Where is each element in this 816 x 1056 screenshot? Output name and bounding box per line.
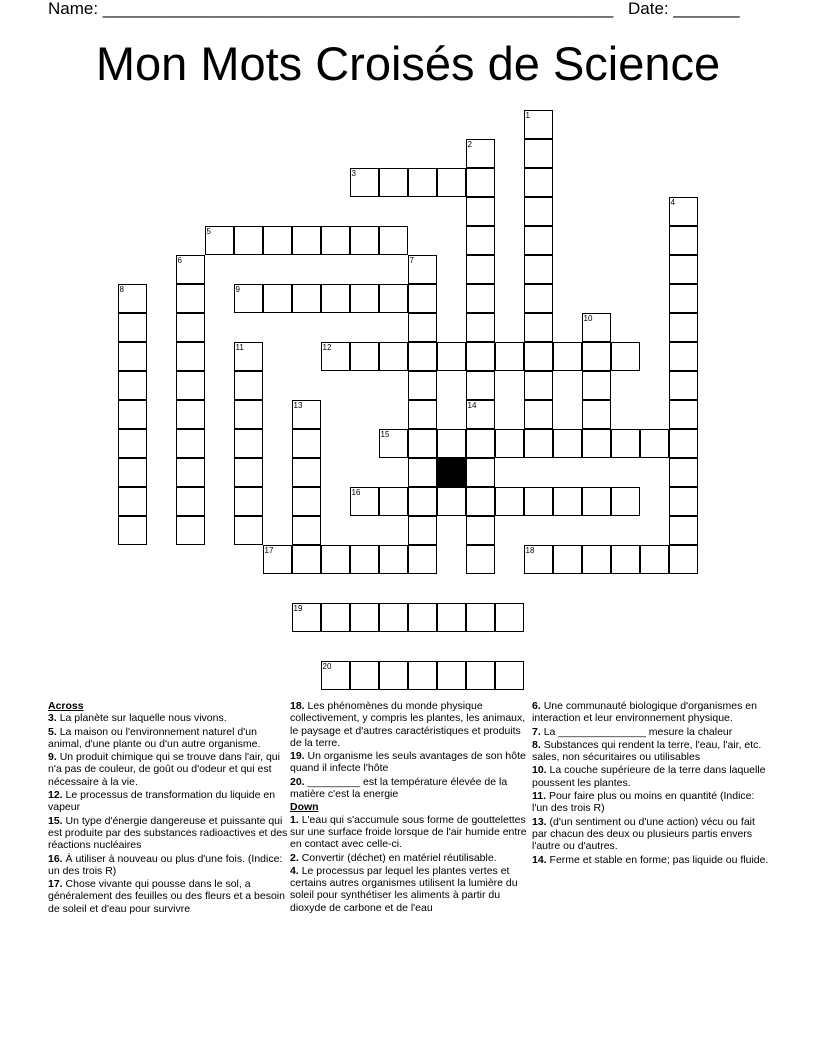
grid-cell[interactable] — [408, 545, 437, 574]
grid-cell[interactable] — [553, 429, 582, 458]
clue-across-3 — [48, 712, 288, 724]
clue-number: 6. — [532, 700, 541, 712]
grid-cell[interactable] — [495, 603, 524, 632]
grid-cell[interactable] — [176, 458, 205, 487]
cell-number: 5 — [206, 226, 211, 236]
grid-cell[interactable] — [176, 255, 205, 284]
cell-number: 12 — [322, 342, 332, 352]
grid-cell[interactable] — [408, 458, 437, 487]
cell-number: 10 — [583, 313, 593, 323]
grid-cell[interactable] — [234, 429, 263, 458]
grid-cell[interactable] — [582, 313, 611, 342]
grid-cell[interactable] — [582, 342, 611, 371]
clue-down-7 — [532, 726, 772, 738]
clue-across-12 — [48, 789, 288, 814]
grid-cell[interactable] — [466, 371, 495, 400]
clues-column-2 — [290, 700, 530, 915]
grid-cell[interactable] — [263, 545, 292, 574]
grid-cell[interactable] — [466, 313, 495, 342]
cell-number: 9 — [235, 284, 240, 294]
across-heading: Across — [48, 700, 84, 712]
grid-cell[interactable] — [379, 603, 408, 632]
grid-cell[interactable] — [234, 284, 263, 313]
grid-cell[interactable] — [466, 342, 495, 371]
grid-cell[interactable] — [669, 342, 698, 371]
grid-cell[interactable] — [176, 400, 205, 429]
grid-cell[interactable] — [379, 226, 408, 255]
clue-number: 1. — [290, 813, 299, 826]
grid-cell[interactable] — [611, 487, 640, 516]
grid-cell[interactable] — [495, 429, 524, 458]
clue-text: Convertir (déchet) en matériel réutilisable. — [301, 851, 497, 864]
grid-cell[interactable] — [408, 255, 437, 284]
grid-cell[interactable] — [553, 545, 582, 574]
grid-cell[interactable] — [263, 284, 292, 313]
grid-cell[interactable] — [118, 429, 147, 458]
clue-down-11 — [532, 790, 772, 815]
clue-text: Une communauté biologique d'organismes en interaction et leur environnement physique. — [532, 700, 757, 725]
grid-cell[interactable] — [292, 545, 321, 574]
grid-cell[interactable] — [234, 226, 263, 255]
grid-cell[interactable] — [176, 284, 205, 313]
grid-cell[interactable] — [292, 226, 321, 255]
grid-cell[interactable] — [263, 226, 292, 255]
clue-number: 12. — [48, 789, 63, 802]
cell-number: 13 — [293, 400, 303, 410]
grid-cell[interactable] — [524, 168, 553, 197]
clue-number: 16. — [48, 852, 63, 865]
clue-number: 17. — [48, 878, 63, 891]
grid-cell[interactable] — [466, 284, 495, 313]
grid-cell[interactable] — [408, 661, 437, 690]
grid-cell[interactable] — [524, 545, 553, 574]
grid-cell[interactable] — [466, 545, 495, 574]
clue-text: À utiliser à nouveau ou plus d'une fois. (Indice: un des trois R) — [48, 852, 283, 877]
grid-cell[interactable] — [437, 661, 466, 690]
grid-cell[interactable] — [669, 371, 698, 400]
grid-cell[interactable] — [669, 458, 698, 487]
grid-cell[interactable] — [669, 313, 698, 342]
grid-cell[interactable] — [350, 661, 379, 690]
grid-cell[interactable] — [524, 487, 553, 516]
grid-cell[interactable] — [118, 400, 147, 429]
cell-number: 6 — [177, 255, 182, 265]
date-field-label[interactable]: Date: _______ — [628, 0, 740, 18]
clue-number: 20. — [290, 775, 305, 788]
grid-cell[interactable] — [466, 400, 495, 429]
cell-number: 7 — [409, 255, 414, 265]
clue-down-1 — [290, 814, 530, 851]
clue-across-20 — [290, 776, 530, 801]
grid-cell[interactable] — [466, 139, 495, 168]
clue-across-5 — [48, 726, 288, 751]
grid-cell[interactable] — [379, 342, 408, 371]
grid-cell[interactable] — [669, 255, 698, 284]
clue-down-6 — [532, 700, 772, 725]
clue-number: 5. — [48, 725, 57, 738]
grid-cell[interactable] — [408, 284, 437, 313]
clue-number: 3. — [48, 712, 57, 725]
grid-cell[interactable] — [466, 603, 495, 632]
grid-cell[interactable] — [379, 545, 408, 574]
grid-cell[interactable] — [611, 545, 640, 574]
grid-cell[interactable] — [408, 429, 437, 458]
clue-text: La planète sur laquelle nous vivons. — [59, 712, 227, 725]
grid-cell[interactable] — [234, 371, 263, 400]
grid-cell[interactable] — [495, 342, 524, 371]
grid-cell[interactable] — [292, 516, 321, 545]
grid-cell[interactable] — [466, 458, 495, 487]
cell-number: 3 — [351, 168, 356, 178]
grid-cell[interactable] — [524, 197, 553, 226]
clue-number: 2. — [290, 851, 299, 864]
grid-cell[interactable] — [466, 429, 495, 458]
grid-cell[interactable] — [669, 429, 698, 458]
clue-number: 15. — [48, 814, 63, 827]
grid-cell[interactable] — [176, 371, 205, 400]
grid-cell[interactable] — [350, 487, 379, 516]
grid-cell[interactable] — [524, 284, 553, 313]
cell-number: 14 — [467, 400, 477, 410]
clue-number: 4. — [290, 864, 299, 877]
grid-cell[interactable] — [669, 487, 698, 516]
clue-text: La maison ou l'environnement naturel d'un animal, d'une plante ou d'un autre organisme. — [48, 725, 261, 750]
grid-cell[interactable] — [408, 342, 437, 371]
grid-cell[interactable] — [437, 487, 466, 516]
clue-across-18 — [290, 700, 530, 749]
down-heading: Down — [290, 801, 319, 814]
grid-cell[interactable] — [669, 516, 698, 545]
grid-cell[interactable] — [611, 429, 640, 458]
clue-across-19 — [290, 750, 530, 775]
grid-cell[interactable] — [640, 429, 669, 458]
grid-cell[interactable] — [321, 545, 350, 574]
grid-cell[interactable] — [118, 516, 147, 545]
clue-down-8 — [532, 739, 772, 764]
clue-text: La couche supérieure de la terre dans laquelle poussent les plantes. — [532, 764, 766, 789]
clues-column-3 — [532, 700, 772, 867]
clue-down-2 — [290, 852, 530, 864]
cell-number: 16 — [351, 487, 361, 497]
grid-cell[interactable] — [669, 284, 698, 313]
grid-cell[interactable] — [292, 458, 321, 487]
clue-text: Un type d'énergie dangereuse et puissante qui est produite par des substances radioactives et des réactions nucléaires — [48, 814, 288, 852]
grid-cell[interactable] — [466, 516, 495, 545]
grid-cell[interactable] — [118, 342, 147, 371]
clue-number: 8. — [532, 738, 541, 751]
clue-text: Un organisme les seuls avantages de son hôte quand il infecte l'hôte — [290, 750, 526, 775]
cell-number: 11 — [235, 342, 244, 352]
clue-text: Ferme et stable en forme; pas liquide ou fluide. — [549, 853, 769, 866]
grid-cell[interactable] — [495, 661, 524, 690]
grid-cell[interactable] — [553, 487, 582, 516]
grid-cell[interactable] — [524, 110, 553, 139]
grid-cell[interactable] — [350, 545, 379, 574]
grid-cell[interactable] — [321, 226, 350, 255]
grid-cell[interactable] — [524, 313, 553, 342]
name-field-label[interactable]: Name: ______________________________________________________ — [48, 0, 614, 18]
grid-cell[interactable] — [582, 487, 611, 516]
grid-cell[interactable] — [524, 429, 553, 458]
clue-number: 18. — [290, 700, 305, 712]
grid-cell[interactable] — [437, 342, 466, 371]
clue-text: L'eau qui s'accumule sous forme de gouttelettes sur une surface froide lorsque de l'air humide entre en contact avec celle-ci. — [290, 813, 527, 851]
clue-across-17 — [48, 878, 288, 915]
grid-cell[interactable] — [524, 139, 553, 168]
grid-cell[interactable] — [466, 226, 495, 255]
clue-text: La _______________ mesure la chaleur — [543, 725, 733, 738]
grid-cell[interactable] — [379, 661, 408, 690]
grid-cell[interactable] — [582, 429, 611, 458]
grid-cell[interactable] — [437, 603, 466, 632]
grid-cell[interactable] — [524, 400, 553, 429]
grid-cell[interactable] — [234, 487, 263, 516]
clue-text: Chose vivante qui pousse dans le sol, a généralement des feuilles ou des fleurs et a besoin de soleil et d'eau pour survivre — [48, 878, 285, 915]
grid-cell[interactable] — [321, 603, 350, 632]
cell-number: 1 — [525, 110, 530, 120]
clue-number: 10. — [532, 764, 547, 777]
grid-cell[interactable] — [408, 603, 437, 632]
grid-cell[interactable] — [321, 342, 350, 371]
grid-cell[interactable] — [669, 545, 698, 574]
grid-cell[interactable] — [292, 400, 321, 429]
clue-number: 9. — [48, 751, 57, 764]
grid-cell[interactable] — [205, 226, 234, 255]
grid-cell[interactable] — [408, 487, 437, 516]
clues-column-1 — [48, 700, 288, 916]
clue-text: Le processus par lequel les plantes vertes et certains autres organismes utilisent la lumière du soleil pour synthétiser les aliments à partir du dioxyde de carbone et de l'eau — [290, 864, 518, 914]
grid-cell[interactable] — [408, 400, 437, 429]
grid-cell[interactable] — [321, 661, 350, 690]
grid-cell[interactable] — [669, 226, 698, 255]
clue-number: 14. — [532, 853, 547, 866]
clue-text: Les phénomènes du monde physique collectivement, y compris les plantes, les animaux, le paysage et d'autres caractéristiques et produits de la terre. — [290, 700, 526, 749]
grid-cell[interactable] — [582, 371, 611, 400]
grid-cell[interactable] — [408, 371, 437, 400]
clue-text: Substances qui rendent la terre, l'eau, l'air, etc. sales, non sécuritaires ou utilisables — [532, 738, 762, 764]
grid-cell[interactable] — [350, 168, 379, 197]
page-title: Mon Mots Croisés de Science — [95, 37, 721, 90]
grid-cell[interactable] — [350, 603, 379, 632]
grid-cell[interactable] — [669, 400, 698, 429]
grid-cell[interactable] — [118, 284, 147, 313]
clue-text: Le processus de transformation du liquide en vapeur — [48, 789, 276, 814]
grid-cell[interactable] — [611, 342, 640, 371]
clue-number: 19. — [290, 750, 305, 763]
grid-cell[interactable] — [379, 429, 408, 458]
grid-cell[interactable] — [321, 284, 350, 313]
grid-cell[interactable] — [524, 342, 553, 371]
cell-number: 8 — [119, 284, 124, 294]
grid-cell[interactable] — [466, 168, 495, 197]
cell-number: 2 — [467, 139, 472, 149]
grid-cell[interactable] — [350, 284, 379, 313]
grid-cell[interactable] — [524, 226, 553, 255]
cell-number: 19 — [293, 603, 303, 613]
clue-text: Un produit chimique qui se trouve dans l'air, qui n'a pas de couleur, de goût ou d'odeur et qui est nécessaire à la vie. — [48, 751, 280, 788]
grid-cell[interactable] — [408, 168, 437, 197]
grid-cell[interactable] — [582, 545, 611, 574]
clue-down-14 — [532, 854, 772, 866]
grid-cell[interactable] — [118, 313, 147, 342]
clue-text: (d'un sentiment ou d'une action) vécu ou fait par chacun des deux ou plusieurs partis envers l'autre ou d'autres. — [532, 815, 755, 853]
clue-number: 7. — [532, 725, 541, 738]
grid-cell[interactable] — [118, 371, 147, 400]
grid-cell[interactable] — [234, 342, 263, 371]
clue-across-15 — [48, 815, 288, 852]
grid-cell[interactable] — [176, 516, 205, 545]
clue-text: Pour faire plus ou moins en quantité (Indice: l'un des trois R) — [532, 790, 755, 815]
grid-cell[interactable] — [408, 516, 437, 545]
cell-number: 18 — [525, 545, 535, 555]
grid-cell[interactable] — [408, 313, 437, 342]
grid-cell[interactable] — [118, 487, 147, 516]
grid-cell[interactable] — [379, 487, 408, 516]
grid-cell[interactable] — [292, 429, 321, 458]
clue-down-4 — [290, 865, 530, 914]
grid-cell[interactable] — [176, 313, 205, 342]
clue-number: 13. — [532, 815, 547, 828]
grid-cell[interactable] — [437, 168, 466, 197]
cell-number: 17 — [264, 545, 274, 555]
grid-cell[interactable] — [466, 255, 495, 284]
clue-text: _________ est la température élevée de la matière c'est la energie — [290, 775, 508, 801]
grid-cell[interactable] — [524, 255, 553, 284]
grid-cell[interactable] — [234, 400, 263, 429]
grid-cell[interactable] — [292, 487, 321, 516]
grid-cell[interactable] — [292, 603, 321, 632]
grid-cell[interactable] — [234, 516, 263, 545]
grid-cell[interactable] — [669, 197, 698, 226]
cell-number: 20 — [322, 661, 332, 671]
clue-down-10 — [532, 764, 772, 789]
grid-cell[interactable] — [379, 284, 408, 313]
grid-cell[interactable] — [176, 342, 205, 371]
grid-cell[interactable] — [292, 284, 321, 313]
grid-cell[interactable] — [176, 487, 205, 516]
black-cell — [437, 458, 466, 487]
clue-down-13 — [532, 816, 772, 853]
grid-cell[interactable] — [524, 371, 553, 400]
grid-cell[interactable] — [350, 226, 379, 255]
grid-cell[interactable] — [379, 168, 408, 197]
cell-number: 15 — [380, 429, 390, 439]
grid-cell[interactable] — [466, 661, 495, 690]
cell-number: 4 — [670, 197, 675, 207]
grid-cell[interactable] — [495, 487, 524, 516]
clue-across-16 — [48, 853, 288, 878]
grid-cell[interactable] — [582, 400, 611, 429]
clue-number: 11. — [532, 790, 547, 803]
clue-across-9 — [48, 751, 288, 788]
grid-cell[interactable] — [350, 342, 379, 371]
grid-cell[interactable] — [118, 458, 147, 487]
grid-cell[interactable] — [437, 429, 466, 458]
grid-cell[interactable] — [640, 545, 669, 574]
grid-cell[interactable] — [466, 487, 495, 516]
grid-cell[interactable] — [553, 342, 582, 371]
grid-cell[interactable] — [234, 458, 263, 487]
grid-cell[interactable] — [466, 197, 495, 226]
grid-cell[interactable] — [176, 429, 205, 458]
